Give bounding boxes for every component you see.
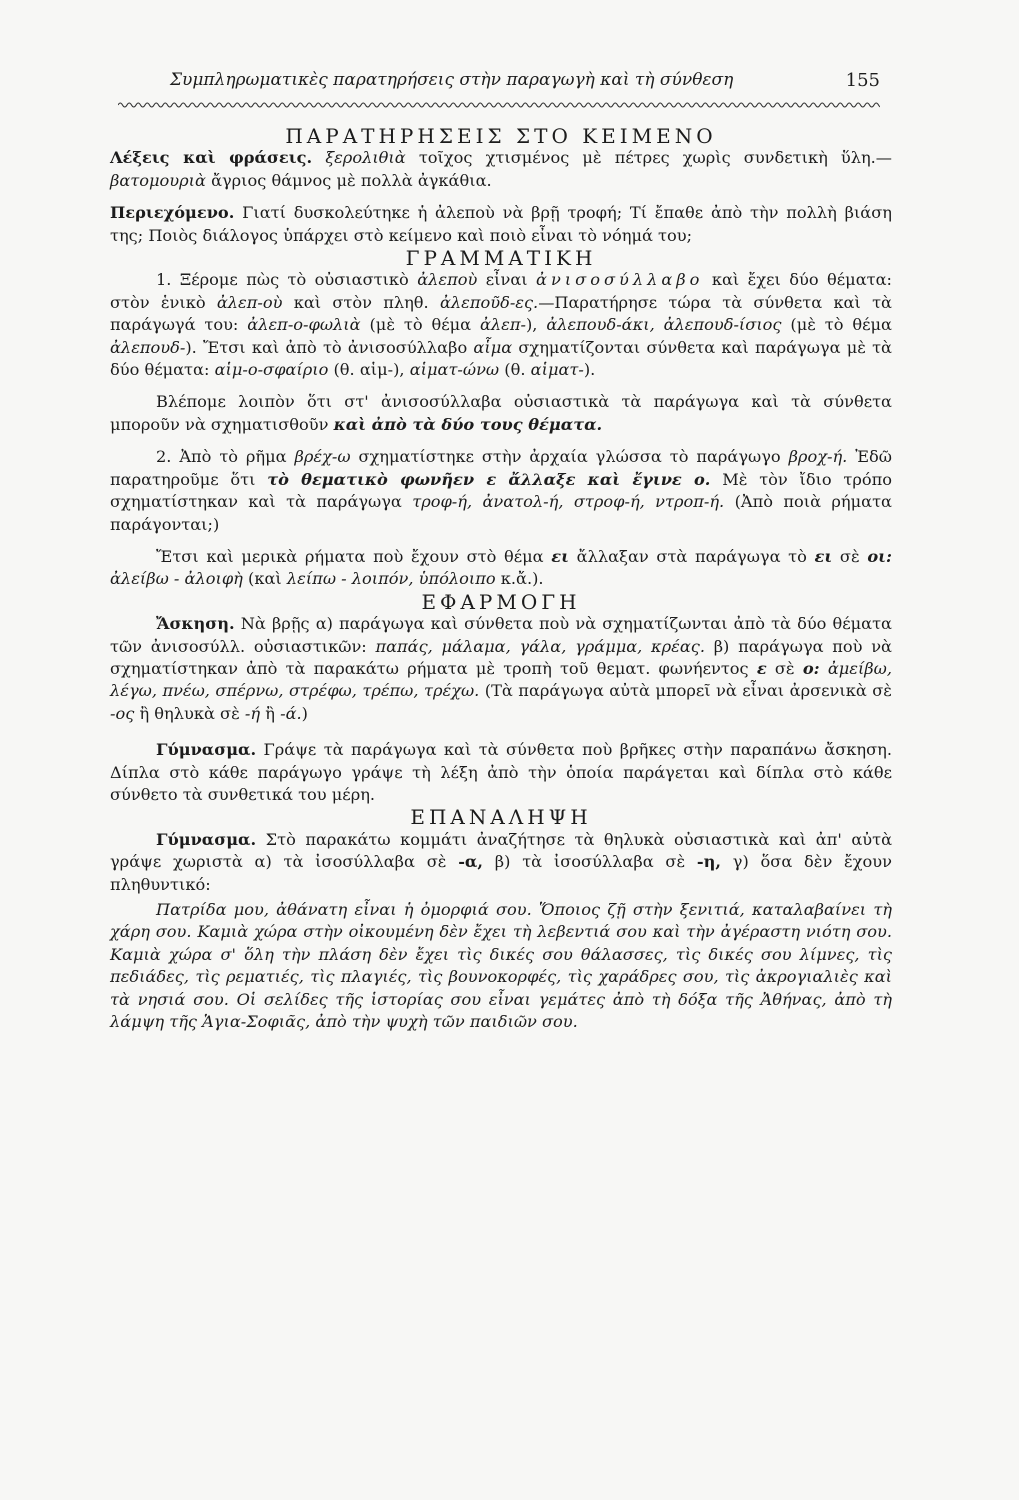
review-drill-paragraph: Γύμνασμα. Στὸ παρακάτω κομμάτι ἀναζήτησε τὰ θηλυκὰ οὐσιαστικὰ καὶ ἀπ' αὐτὰ γράψε χωριστὰ α) τὰ ἰσοσύλλαβα σὲ -α, β) τὰ ἰσοσύλλαβα σὲ -η, γ) ὅσα δὲν ἔχουν πληθυντικό: xyxy=(110,829,892,894)
heading-observations: ΠΑΡΑΤΗΡΗΣΕΙΣ ΣΤΟ ΚΕΙΜΕΝΟ xyxy=(285,124,717,148)
grammar-paragraph-2: Βλέπομε λοιπὸν ὅτι στ' ἀνισοσύλλαβα οὐσιαστικὰ τὰ παράγωγα καὶ τὰ σύνθετα μποροῦν νὰ σχηματισθοῦν καὶ ἀπὸ τὰ δύο τους θέματα. xyxy=(110,392,892,434)
page-number: 155 xyxy=(845,70,880,91)
heading-grammar: ΓΡΑΜΜΑΤΙΚΗ xyxy=(405,246,597,271)
grammar-paragraph-4: Ἔτσι καὶ μερικὰ ρήματα ποὺ ἔχουν στὸ θέμα ει ἄλλαξαν στὰ παράγωγα τὸ ει σὲ οι: ἀλείβω - ἀλοιφὴ (καὶ λείπω - λοιπόν, ὑπόλοιπο κ.ἄ.). xyxy=(110,546,892,589)
drill-paragraph: Γύμνασμα. Γράψε τὰ παράγωγα καὶ τὰ σύνθετα ποὺ βρῆκες στὴν παραπάνω ἄσκηση. Δίπλα στὸ κάθε παράγωγο γράψε τὴ λέξη ἀπὸ τὴν ὁποία παράγεται καὶ δίπλα στὸ κάθε σύνθετο τὰ συνθετικά του μέρη. xyxy=(110,740,892,804)
heading-review: ΕΠΑΝΑΛΗΨΗ xyxy=(410,805,592,830)
running-header xyxy=(160,70,880,100)
grammar-paragraph-1: 1. Ξέρομε πὼς τὸ οὐσιαστικὸ ἀλεποὺ εἶναι ἀνισοσύλλαβο καὶ ἔχει δύο θέματα: στὸν ἑνικὸ ἀλεπ-οὺ καὶ στὸν πληθ. ἀλεποῦδ-ες.—Παρατήρησε τώρα τὰ σύνθετα καὶ τὰ παράγωγά του: ἀλεπ-ο-φωλιὰ (μὲ τὸ θέμα ἀλεπ-), ἀλεπουδ-άκι, ἀλεπουδ-ίσιος (μὲ τὸ θέμα ἀλεπουδ-). Ἔτσι καὶ ἀπὸ τὸ ἀνισοσύλλαβο αἷμα σχηματίζονται σύνθετα καὶ παράγωγα μὲ τὰ δύο θέματα: αἱμ-ο-σφαίριο (θ. αἱμ-), αἱματ-ώνω (θ. αἱματ-). xyxy=(110,270,892,380)
main-text xyxy=(110,125,892,1033)
content-paragraph: Περιεχόμενο. Γιατί δυσκολεύτηκε ἡ ἀλεποὺ νὰ βρῇ τροφή; Τί ἔπαθε ἀπὸ τὴν πολλὴ βιάση της; Ποιὸς διάλογος ὑπάρχει στὸ κείμενο καὶ ποιὸ εἶναι τὸ νόημά του; xyxy=(110,203,892,245)
wavy-rule-ornament xyxy=(118,99,880,111)
grammar-paragraph-3: 2. Ἀπὸ τὸ ρῆμα βρέχ-ω σχηματίστηκε στὴν ἀρχαία γλώσσα τὸ παράγωγο βροχ-ή. Ἐδῶ παρατηροῦμε ὅτι τὸ θεματικὸ φωνῆεν ε ἄλλαξε καὶ ἔγινε ο. Μὲ τὸν ἴδιο τρόπο σχηματίστηκαν καὶ τὰ παράγωγα τροφ-ή, ἀνατολ-ή, στροφ-ή, ντροπ-ή. (Ἀπὸ ποιὰ ρήματα παράγονται;) xyxy=(110,447,892,534)
heading-application: ΕΦΑΡΜΟΓΗ xyxy=(421,589,581,614)
running-title: Συμπληρωματικὲς παρατηρήσεις στὴν παραγωγὴ καὶ τὴ σύνθεση xyxy=(170,70,734,90)
words-paragraph: Λέξεις καὶ φράσεις. ξερολιθιὰ τοῖχος χτισμένος μὲ πέτρες χωρὶς συνδετικὴ ὕλη.—βατομουριὰ ἄγριος θάμνος μὲ πολλὰ ἀγκάθια. xyxy=(110,148,892,190)
words-label: Λέξεις καὶ φράσεις. xyxy=(110,148,313,168)
content-label: Περιεχόμενο. xyxy=(110,203,235,223)
quoted-passage: Πατρίδα μου, ἀθάνατη εἶναι ἡ ὀμορφιά σου. Ὅποιος ζῇ στὴν ξενιτιά, καταλαβαίνει τὴ χάρη σου. Καμιὰ χώρα στὴν οἰκουμένη δὲν ἔχει τὴ λεβεντιά σου καὶ τὴν ἀγέραστη νιότη σου. Καμιὰ χώρα σ' ὅλη τὴν πλάση δὲν ἔχει τὶς δικές σου θάλασσες, τὶς δικές σου λίμνες, τὶς πεδιάδες, τὶς ρεματιές, τὶς πλαγιές, τὶς βουνοκορφές, τὶς χαράδρες σου, τὶς ἀκρογιαλιὲς καὶ τὰ νησιά σου. Οἱ σελίδες τῆς ἱστορίας σου εἶναι γεμάτες ἀπὸ τὴ δόξα τῆς Ἀθήνας, ἀπὸ τὴ λάμψη τῆς Ἁγια-Σοφιᾶς, ἀπὸ τὴν ψυχὴ τῶν παιδιῶν σου. xyxy=(110,900,892,1032)
exercise-paragraph: Ἄσκηση. Νὰ βρῇς α) παράγωγα καὶ σύνθετα ποὺ νὰ σχηματίζωνται ἀπὸ τὰ δύο θέματα τῶν ἀνισοσύλλ. οὐσιαστικῶν: παπάς, μάλαμα, γάλα, γράμμα, κρέας. β) παράγωγα ποὺ νὰ σχηματίστηκαν ἀπὸ τὰ παρακάτω ρήματα μὲ τροπὴ τοῦ θεματ. φωνήεντος ε σὲ ο: ἀμείβω, λέγω, πνέω, σπέρνω, στρέφω, τρέπω, τρέχω. (Τὰ παράγωγα αὐτὰ μπορεῖ νὰ εἶναι ἀρσενικὰ σὲ -ος ἢ θηλυκὰ σὲ -ή ἢ -ά.) xyxy=(110,614,893,723)
